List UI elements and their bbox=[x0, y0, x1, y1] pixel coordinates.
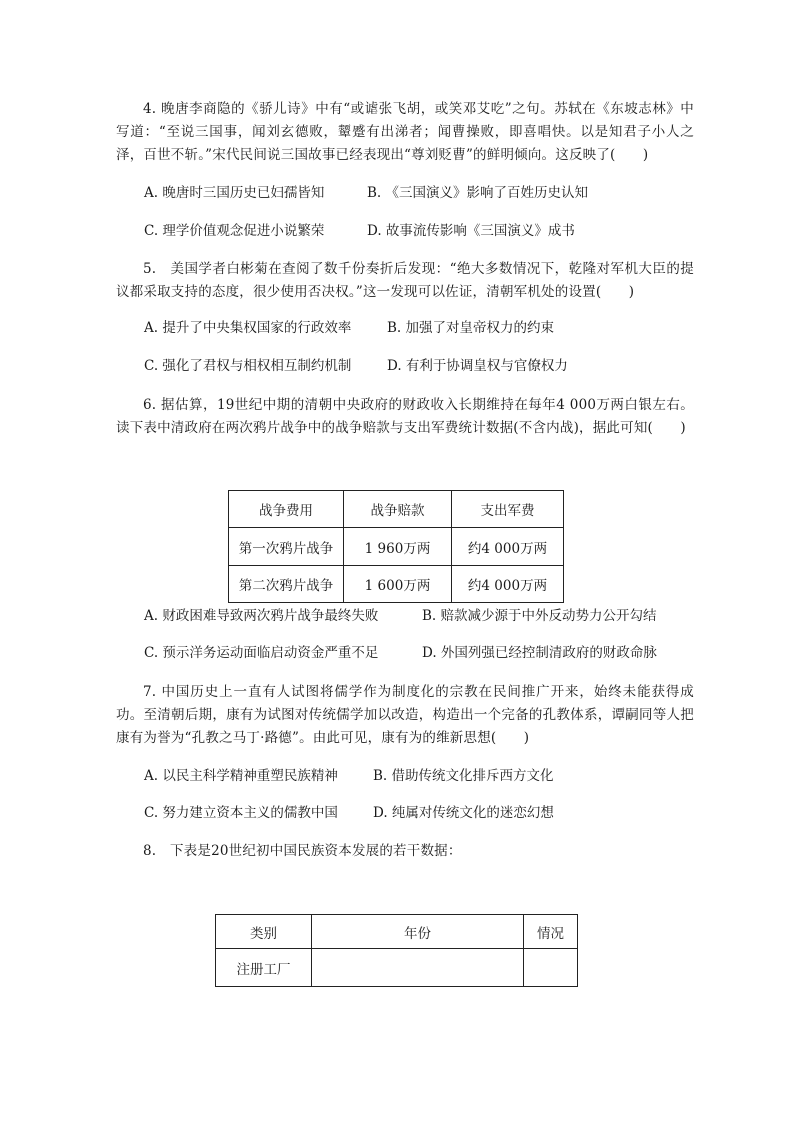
question-4-option-b[interactable]: B. 《三国演义》影响了百姓历史认知 bbox=[367, 185, 589, 201]
question-6-options-row-2 bbox=[144, 643, 657, 663]
table-header-cell: 类别 bbox=[216, 915, 312, 949]
question-6-table bbox=[228, 490, 564, 603]
question-4-option-c[interactable]: C. 理学价值观念促进小说繁荣 bbox=[144, 223, 325, 239]
table-header-cell: 年份 bbox=[312, 915, 524, 949]
question-6-option-b[interactable]: B. 赔款减少源于中外反动势力公开勾结 bbox=[422, 608, 657, 624]
question-5-options-row-1 bbox=[144, 318, 554, 338]
table-cell: 1 600万两 bbox=[344, 566, 452, 603]
question-7-option-d[interactable]: D. 纯属对传统文化的迷恋幻想 bbox=[373, 805, 554, 821]
table-cell: 第一次鸦片战争 bbox=[229, 528, 344, 566]
question-4-options-row-2 bbox=[144, 221, 575, 241]
question-7-text: 7. 中国历史上一直有人试图将儒学作为制度化的宗教在民间推广开来，始终未能获得成功。至清朝后期，康有为试图对传统儒学加以改造，构造出一个完备的孔教体系，谭嗣同等人把康有为誉为“孔教之马丁·路德”。由此可见，康有为的维新思想( ) bbox=[116, 684, 694, 746]
question-6-options-row-1 bbox=[144, 606, 657, 626]
table-cell: 约4 000万两 bbox=[452, 566, 564, 603]
question-7-option-c[interactable]: C. 努力建立资本主义的儒教中国 bbox=[144, 805, 338, 821]
question-7-option-a[interactable]: A. 以民主科学精神重塑民族精神 bbox=[144, 768, 338, 784]
table-header-row bbox=[229, 491, 564, 528]
question-6-option-c[interactable]: C. 预示洋务运动面临启动资金严重不足 bbox=[144, 645, 379, 661]
question-7-option-b[interactable]: B. 借助传统文化排斥西方文化 bbox=[373, 768, 554, 784]
question-5-option-a[interactable]: A. 提升了中央集权国家的行政效率 bbox=[144, 320, 352, 336]
table-cell: 1 960万两 bbox=[344, 528, 452, 566]
question-5-option-b[interactable]: B. 加强了对皇帝权力的约束 bbox=[387, 320, 555, 336]
question-6-option-d[interactable]: D. 外国列强已经控制清政府的财政命脉 bbox=[422, 645, 657, 661]
question-7-options-row-1 bbox=[144, 766, 554, 786]
table-row bbox=[229, 528, 564, 566]
table-row bbox=[216, 949, 578, 987]
table-cell bbox=[312, 949, 524, 987]
table-cell bbox=[524, 949, 578, 987]
table-cell: 约4 000万两 bbox=[452, 528, 564, 566]
table-cell: 第二次鸦片战争 bbox=[229, 566, 344, 603]
question-4-option-a[interactable]: A. 晚唐时三国历史已妇孺皆知 bbox=[144, 185, 325, 201]
question-5-option-c[interactable]: C. 强化了君权与相权相互制约机制 bbox=[144, 358, 352, 374]
table-header-cell: 战争赔款 bbox=[344, 491, 452, 528]
question-6-option-a[interactable]: A. 财政困难导致两次鸦片战争最终失败 bbox=[144, 608, 379, 624]
table-cell: 注册工厂 bbox=[216, 949, 312, 987]
question-6-text: 6. 据估算，19世纪中期的清朝中央政府的财政收入长期维持在每年4 000万两白银左右。读下表中清政府在两次鸦片战争中的战争赔款与支出军费统计数据(不含内战)，据此可知( ) bbox=[116, 397, 694, 436]
table-header-row bbox=[216, 915, 578, 949]
question-5-text: 5. 美国学者白彬菊在查阅了数千份奏折后发现：“绝大多数情况下，乾隆对军机大臣的提议都采取支持的态度，很少使用否决权。”这一发现可以佐证，清朝军机处的设置( ) bbox=[116, 261, 694, 300]
table-row bbox=[229, 566, 564, 603]
question-4-options-row-1 bbox=[144, 183, 588, 203]
question-7-options-row-2 bbox=[144, 803, 554, 823]
table-header-cell: 支出军费 bbox=[452, 491, 564, 528]
table-header-cell: 战争费用 bbox=[229, 491, 344, 528]
question-8-table bbox=[215, 914, 578, 987]
table-header-cell: 情况 bbox=[524, 915, 578, 949]
question-4-text: 4. 晚唐李商隐的《骄儿诗》中有“或谑张飞胡，或笑邓艾吃”之句。苏轼在《东坡志林》中写道：“至说三国事，闻刘玄德败，颦蹙有出涕者；闻曹操败，即喜唱快。以是知君子小人之泽，百世不斩。”宋代民间说三国故事已经表现出“尊刘贬曹”的鲜明倾向。这反映了( ) bbox=[116, 101, 694, 163]
question-5-options-row-2 bbox=[144, 356, 568, 376]
question-8-text: 8. 下表是20世纪初中国民族资本发展的若干数据： bbox=[143, 843, 462, 859]
question-5-option-d[interactable]: D. 有利于协调皇权与官僚权力 bbox=[387, 358, 568, 374]
question-4-option-d[interactable]: D. 故事流传影响《三国演义》成书 bbox=[367, 223, 575, 239]
